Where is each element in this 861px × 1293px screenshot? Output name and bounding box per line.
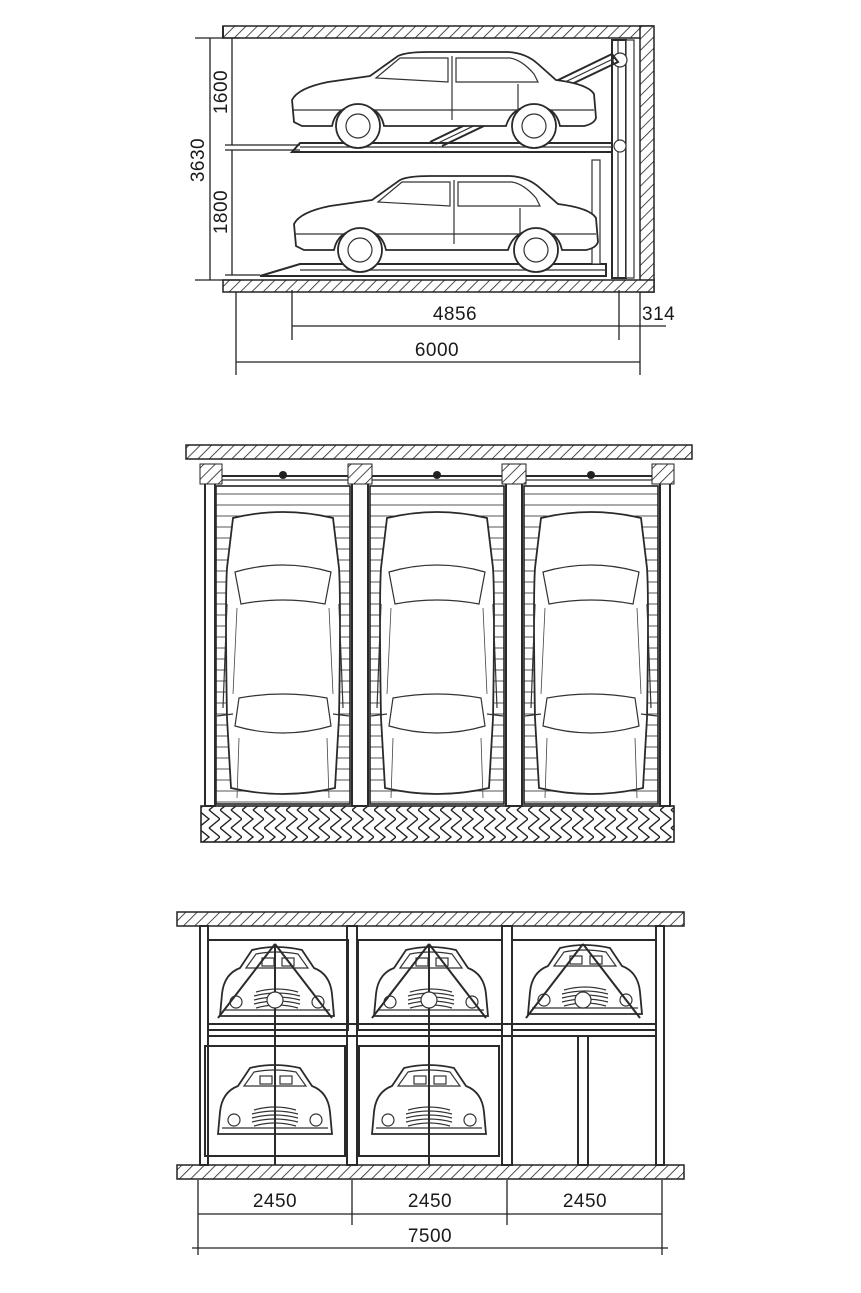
dim-total-length: 6000 — [414, 340, 460, 361]
dim-bay-2: 2450 — [407, 1191, 453, 1212]
dim-total-height: 3630 — [188, 137, 209, 183]
dim-upper-clearance: 1600 — [211, 69, 232, 115]
side-view — [188, 26, 675, 375]
dim-lower-clearance: 1800 — [211, 189, 232, 235]
front-view — [177, 912, 684, 1255]
dim-platform-length: 4856 — [432, 304, 478, 325]
dim-bay-1: 2450 — [252, 1191, 298, 1212]
top-view — [186, 445, 692, 842]
dim-bay-3: 2450 — [562, 1191, 608, 1212]
dim-total-width: 7500 — [407, 1226, 453, 1247]
dim-post-offset: 314 — [642, 304, 676, 325]
